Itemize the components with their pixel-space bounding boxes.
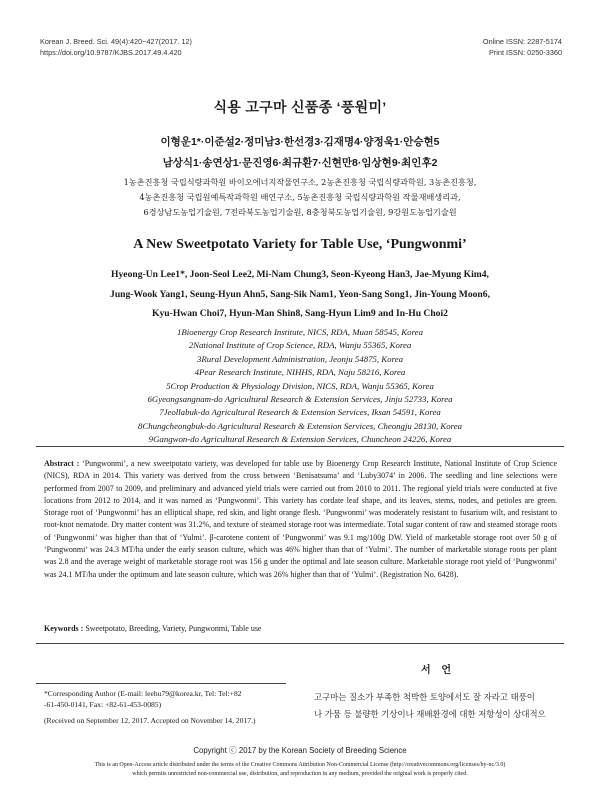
- abstract-text: ‘Pungwonmi’, a new sweetpotato variety, was developed for table use by Bioenergy Crop Research Institute, National Institute of Crop Science (NICS), RDA in 2014. This variety was derived from the cross between ‘Benisatsuma’ and ‘Luby3074’ in 2006. The seedling and line selections were performed from 2007 to 2009, and preliminary and advanced yield trials were carried out from 2010 to 2011. The regional yield trials were conducted at five locations from 2012 to 2014, and it was named as ‘Pungwonmi’. This variety has cordate leaf shape, and its leaves, stems, nodes, and petioles are green. Storage root of ‘Pungwonmi’ has an elliptical shape, red skin, and light orange flesh. ‘Pungwonmi’ was moderately resistant to fusarium wilt, and resistant to root-knot nematode. Dry matter content was 31.2%, and texture of steamed storage root was intermediate. Total sugar content of raw and steamed storage roots of ‘Pungwonmi’ was higher than that of ‘Yulmi’. β-carotene content of ‘Pungwonmi’ was 9.1 mg/100g DW. Yield of marketable storage root over 50 g of ‘Pungwonmi’ was 24.3 MT/ha under the early season culture, which was 46% higher than that of ‘Yulmi’. The number of marketable storage roots per plant was 2.8 and the average weight of marketable storage root was 156 g under the optimal and late season culture. Marketable storage root yield of ‘Pungwonmi’ was 24.1 MT/ha under the optimum and late season culture, which was 26% higher than that of ‘Yulmi’. (Registration No. 6428).: [44, 459, 558, 579]
- affiliation-9: 9Gangwon-do Agricultural Research & Extension Services, Chuncheon 24226, Korea: [148, 434, 452, 445]
- keywords-label: Keywords :: [44, 624, 84, 633]
- intro-heading: 서 언: [420, 665, 456, 676]
- license-line2: which permits unrestricted non-commercial use, distribution, and reproduction in any medium, provided the original work is properly cited.: [132, 770, 468, 777]
- english-authors: [20, 265, 580, 324]
- license-line1: This is an Open-Access article distributed under the terms of the Creative Commons Attribution Non-Commercial License (http://creativecommons.org/licenses/by-nc/3.0): [94, 762, 506, 768]
- license-notice: [40, 761, 560, 778]
- corresponding-author-footnote: [44, 688, 292, 710]
- print-issn: Print ISSN: 0250-3360: [488, 48, 562, 57]
- keywords-text: Sweetpotato, Breeding, Variety, Pungwonmi, Table use: [85, 624, 262, 633]
- affiliation-2: 2National Institute of Crop Science, RDA, Wanju 55365, Korea: [188, 340, 412, 351]
- abstract-top-rule: [36, 446, 564, 447]
- affiliation-8: 8Chungcheongbuk-do Agricultural Research & Extension Services, Cheongju 28130, Korea: [137, 420, 463, 431]
- korean-authors: [0, 132, 600, 174]
- footnote-line2: -61-450-0141, Fax: +82-61-453-0085): [44, 700, 162, 710]
- korean-affiliations: [30, 175, 570, 220]
- korean-title: 식용 고구마 신품종 ‘풍원미’: [213, 99, 387, 115]
- abstract-bottom-rule: [36, 643, 564, 644]
- korean-affil-line3: 6경상남도농업기술원, 7전라북도농업기술원, 8충청북도농업기술원, 9강원도농업기술원: [143, 207, 457, 217]
- affiliation-7: 7Jeollabuk-do Agricultural Research & Extension Services, Iksan 54591, Korea: [159, 407, 441, 418]
- affiliation-5: 5Crop Production & Physiology Division, NICS, RDA, Wanju 55365, Korea: [166, 380, 434, 391]
- english-affiliations: [20, 326, 580, 447]
- keywords: [44, 624, 557, 633]
- received-dates: (Received on September 12, 2017. Accepted on November 14, 2017.): [44, 716, 256, 725]
- footnote-line1: *Corresponding Author (E-mail: leehu79@korea.kr, Tel: Tel:+82: [44, 689, 242, 698]
- affiliation-4: 4Pear Research Institute, NIHHS, RDA, Naju 58216, Korea: [194, 367, 406, 378]
- intro-line1: 고구마는 질소가 부족한 척박한 토양에서도 잘 자라고 태풍이: [314, 692, 535, 702]
- footnote-rule: [36, 683, 286, 684]
- english-authors-line1: Hyeong-Un Lee1*, Joon-Seol Lee2, Mi-Nam Chung3, Seon-Kyeong Han3, Jae-Myung Kim4,: [111, 269, 489, 280]
- affiliation-1: 1Bioenergy Crop Research Institute, NICS, RDA, Muan 58545, Korea: [177, 327, 423, 337]
- abstract-label: Abstract :: [44, 459, 80, 468]
- doi-link[interactable]: https://doi.org/10.9787/KJBS.2017.49.4.420: [40, 48, 182, 57]
- abstract: [44, 458, 557, 581]
- english-authors-line3: Kyu-Hwan Choi7, Hyun-Man Shin8, Sang-Hyun Lim9 and In-Hu Choi2: [152, 308, 448, 319]
- copyright-notice: Copyright ⓒ 2017 by the Korean Society of Breeding Science: [193, 746, 407, 755]
- english-authors-line2: Jung-Wook Yang1, Seung-Hyun Ahn5, Sang-Sik Nam1, Yeon-Sang Song1, Jin-Young Moon6,: [110, 288, 490, 300]
- affiliation-6: 6Gyeongsangnam-do Agricultural Research & Extension Services, Jinju 52733, Korea: [147, 394, 453, 405]
- intro-text: [314, 689, 564, 723]
- affiliation-3: 3Rural Development Administration, Jeonju 54875, Korea: [197, 353, 403, 364]
- korean-authors-line1: 이형운1*·이준설2·정미남3·한선경3·김재명4·양정욱1·안승현5: [160, 136, 440, 148]
- journal-header: [40, 36, 562, 58]
- korean-affil-line2: 4농촌진흥청 국립원예특작과학원 배연구소, 5농촌진흥청 국립식량과학원 작물재배생리과,: [139, 192, 461, 202]
- online-issn: Online ISSN: 2287-5174: [482, 37, 562, 46]
- korean-affil-line1: 1농촌진흥청 국립식량과학원 바이오에너지작물연구소, 2농촌진흥청 국립식량과학원, 3농촌진흥청,: [123, 177, 477, 187]
- journal-citation: Korean J. Breed. Sci. 49(4):420~427(2017. 12): [40, 37, 192, 46]
- korean-authors-line2: 남상식1·송연상1·문진영6·최규환7·신현만8·임상현9·최인후2: [162, 157, 438, 169]
- english-title: A New Sweetpotato Variety for Table Use, ‘Pungwonmi’: [133, 237, 467, 252]
- issn-block: [483, 36, 562, 58]
- intro-line2: 나 가뭄 등 불량한 기상이나 재배환경에 대한 저항성이 상대적으: [314, 709, 546, 719]
